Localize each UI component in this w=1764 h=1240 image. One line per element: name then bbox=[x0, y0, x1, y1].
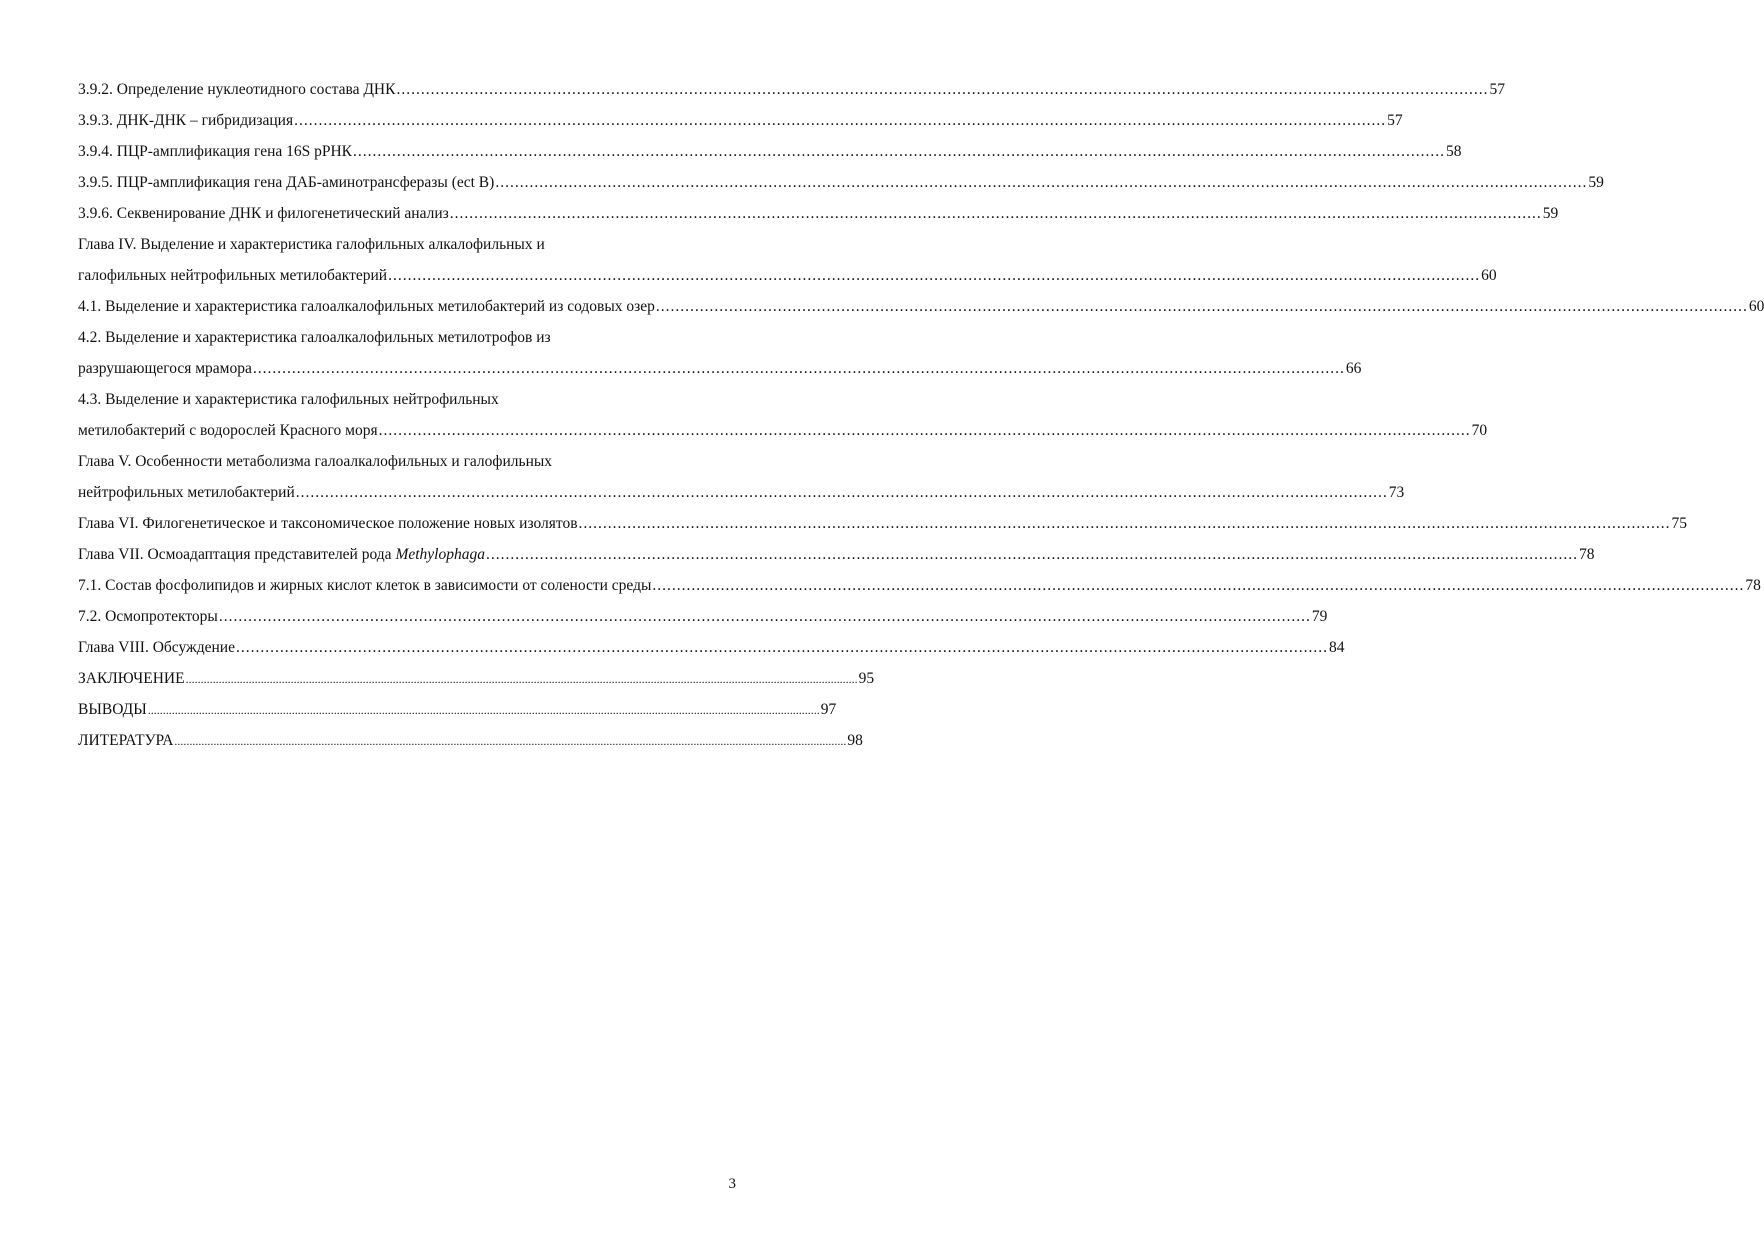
toc-entry bbox=[78, 415, 1488, 446]
leader-dots bbox=[652, 570, 1744, 601]
toc-entry bbox=[78, 632, 1345, 663]
leader-dots bbox=[353, 136, 1445, 167]
toc-entry bbox=[78, 477, 1405, 508]
toc-entry-title: 3.9.5. ПЦР-амплификация гена ДАБ-аминотрансферазы (ect B) bbox=[78, 174, 495, 191]
toc-entry bbox=[78, 353, 1362, 384]
leader-dots bbox=[236, 632, 1328, 663]
leader-dots bbox=[253, 353, 1345, 384]
toc-entry-page: 59 bbox=[1588, 174, 1604, 191]
page-number: 3 bbox=[728, 1176, 736, 1192]
leader-dots bbox=[379, 415, 1471, 446]
toc-entry bbox=[78, 74, 1505, 105]
toc-entry bbox=[78, 291, 1764, 322]
toc-entry-title-line2: галофильных нейтрофильных метилобактерий bbox=[78, 267, 388, 284]
toc-entry-page: 84 bbox=[1328, 639, 1345, 656]
toc-entry bbox=[78, 198, 1559, 229]
leader-dots bbox=[495, 167, 1587, 198]
leader-dots bbox=[579, 508, 1671, 539]
toc-entry-page: 98 bbox=[847, 732, 863, 749]
toc-entry bbox=[78, 539, 1595, 570]
toc-entry-page: 60 bbox=[1748, 298, 1764, 315]
leader-dots bbox=[148, 695, 820, 726]
toc-entry-page: 57 bbox=[1387, 112, 1403, 129]
toc-entry-title: 3.9.6. Секвенирование ДНК и филогенетический анализ bbox=[78, 205, 449, 222]
toc-entry bbox=[78, 694, 837, 725]
toc-entry-page: 57 bbox=[1489, 81, 1505, 98]
toc-entry-title-line1: 4.2. Выделение и характеристика галоалкалофильных метилотрофов из bbox=[78, 329, 551, 346]
leader-dots bbox=[396, 74, 1488, 105]
toc-entry-page: 70 bbox=[1471, 422, 1488, 439]
table-of-contents bbox=[78, 74, 1764, 756]
toc-entry-title-line2: нейтрофильных метилобактерий bbox=[78, 484, 295, 501]
toc-entry bbox=[78, 725, 863, 756]
toc-entry-title-line2: метилобактерий с водорослей Красного моря bbox=[78, 422, 378, 439]
toc-entry-title: 4.1. Выделение и характеристика галоалкалофильных метилобактерий из содовых озер bbox=[78, 298, 655, 315]
leader-dots bbox=[294, 105, 1386, 136]
toc-entry-title: ЗАКЛЮЧЕНИЕ bbox=[78, 670, 185, 687]
toc-entry-title-line1: 4.3. Выделение и характеристика галофильных нейтрофильных bbox=[78, 391, 499, 408]
toc-entry-title-line1: Глава V. Особенности метаболизма галоалкалофильных и галофильных bbox=[78, 453, 553, 470]
toc-entry bbox=[78, 136, 1462, 167]
toc-entry-title-prefix: Глава VII. Осмоадаптация представителей рода bbox=[78, 546, 396, 563]
toc-entry-page: 75 bbox=[1671, 515, 1688, 532]
toc-entry bbox=[78, 663, 875, 694]
leader-dots bbox=[174, 726, 846, 757]
toc-entry-title: 3.9.2. Определение нуклеотидного состава ДНК bbox=[78, 81, 396, 98]
toc-entry-title: 7.2. Осмопротекторы bbox=[78, 608, 218, 625]
toc-entry bbox=[78, 167, 1604, 198]
toc-entry-title-line1: Глава IV. Выделение и характеристика галофильных алкалофильных и bbox=[78, 236, 545, 253]
leader-dots bbox=[296, 477, 1388, 508]
toc-entry-page: 73 bbox=[1388, 484, 1405, 501]
toc-entry-title: 7.1. Состав фосфолипидов и жирных кислот клеток в зависимости от солености среды bbox=[78, 577, 652, 594]
toc-entry-title: 3.9.4. ПЦР-амплификация гена 16S рРНК bbox=[78, 143, 353, 160]
leader-dots bbox=[219, 601, 1311, 632]
toc-entry bbox=[78, 601, 1328, 632]
toc-entry-title: ЛИТЕРАТУРА bbox=[78, 732, 174, 749]
toc-entry-title-line2: разрушающегося мрамора bbox=[78, 360, 252, 377]
leader-dots bbox=[388, 260, 1480, 291]
toc-entry-page: 59 bbox=[1542, 205, 1559, 222]
toc-entry bbox=[78, 508, 1688, 539]
toc-entry-title: Глава VIII. Обсуждение bbox=[78, 639, 235, 656]
toc-entry-page: 58 bbox=[1446, 143, 1462, 160]
leader-dots bbox=[450, 198, 1542, 229]
toc-entry-title bbox=[78, 539, 485, 570]
leader-dots bbox=[656, 291, 1748, 322]
toc-entry-title-italic: Methylophaga bbox=[395, 546, 485, 563]
toc-entry-page: 78 bbox=[1578, 546, 1595, 563]
toc-entry-title: Глава VI. Филогенетическое и таксономическое положение новых изолятов bbox=[78, 515, 578, 532]
leader-dots bbox=[186, 664, 858, 695]
toc-entry-page: 97 bbox=[820, 701, 837, 718]
toc-entry-page: 60 bbox=[1481, 267, 1497, 284]
toc-entry-page: 95 bbox=[858, 670, 875, 687]
toc-entry bbox=[78, 570, 1761, 601]
leader-dots bbox=[486, 539, 1578, 570]
toc-entry-page: 66 bbox=[1345, 360, 1362, 377]
toc-entry bbox=[78, 260, 1497, 291]
toc-entry-page: 79 bbox=[1311, 608, 1328, 625]
toc-entry-title: 3.9.3. ДНК-ДНК – гибридизация bbox=[78, 112, 294, 129]
toc-entry-title: ВЫВОДЫ bbox=[78, 701, 147, 718]
toc-entry bbox=[78, 105, 1403, 136]
toc-entry-page: 78 bbox=[1745, 577, 1761, 594]
